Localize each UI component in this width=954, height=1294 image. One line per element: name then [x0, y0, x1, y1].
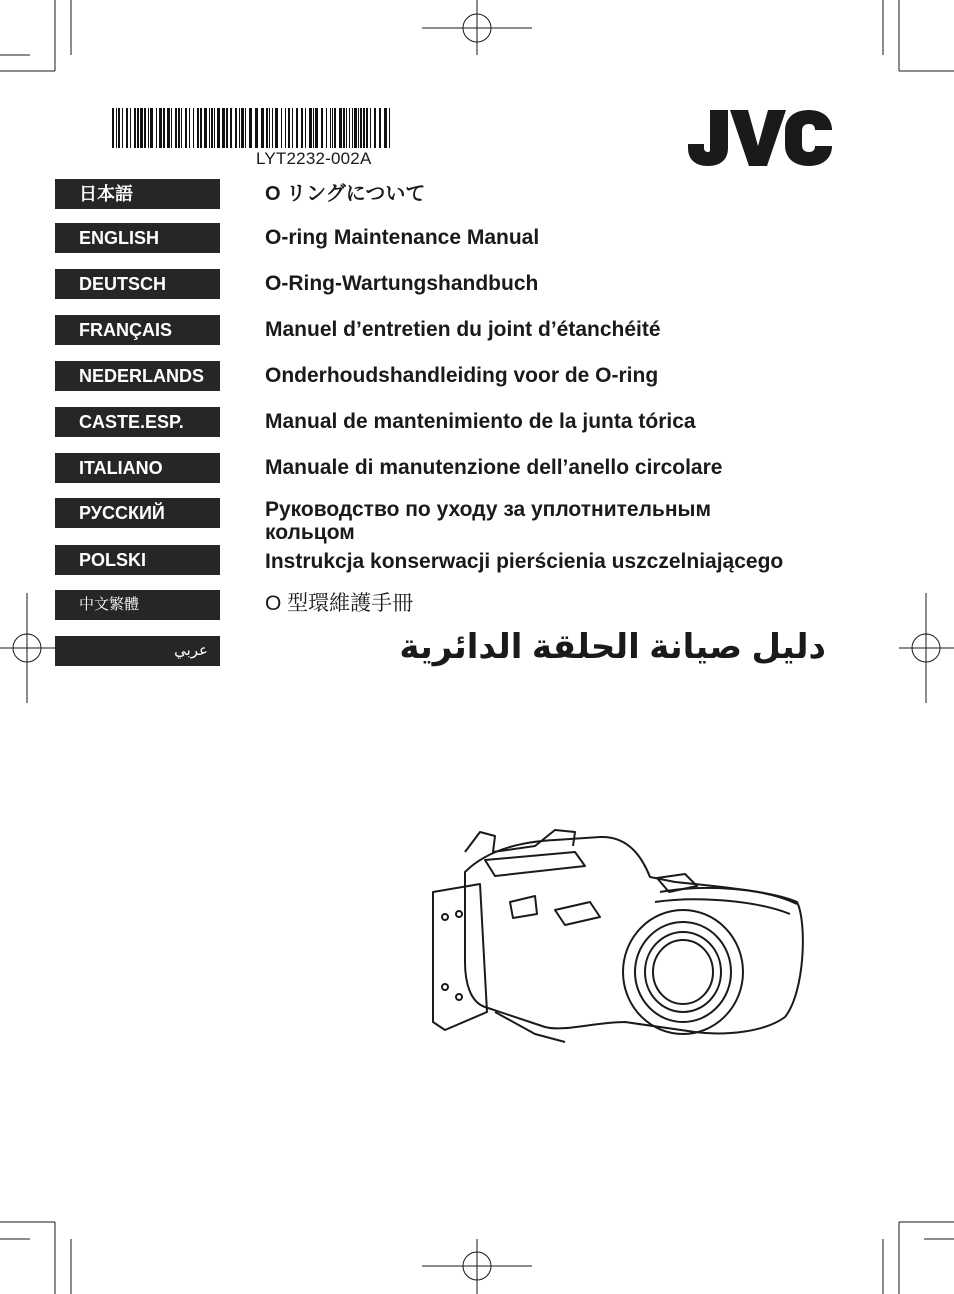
barcode-bar — [261, 108, 264, 148]
title-nederlands: Onderhoudshandleiding voor de O-ring — [265, 364, 659, 387]
title-francais: Manuel d’entretien du joint d’étanchéité — [265, 318, 661, 341]
tab-italiano: ITALIANO — [55, 453, 220, 483]
barcode-bar — [230, 108, 232, 148]
tab-arabic: عربي — [55, 636, 220, 666]
barcode-bar — [181, 108, 182, 148]
title-english: O-ring Maintenance Manual — [265, 226, 540, 249]
barcode-bar — [137, 108, 139, 148]
barcode-bar — [339, 108, 342, 148]
barcode-bar — [272, 108, 273, 148]
tab-japanese: 日本語 — [55, 179, 220, 209]
barcode-bar — [175, 108, 177, 148]
barcode-bar — [222, 108, 225, 148]
barcode-bar — [334, 108, 336, 148]
barcode-bar — [288, 108, 290, 148]
barcode-bar — [118, 108, 120, 148]
barcode-bar — [189, 108, 190, 148]
barcode-bar — [150, 108, 153, 148]
barcode-bar — [305, 108, 306, 148]
barcode-bar — [301, 108, 303, 148]
barcode-bar — [171, 108, 172, 148]
tab-deutsch: DEUTSCH — [55, 269, 220, 299]
barcode-bar — [332, 108, 333, 148]
barcode-bar — [178, 108, 180, 148]
barcode-bar — [346, 108, 347, 148]
barcode-bar — [313, 108, 314, 148]
title-japanese: O リングについて — [265, 183, 426, 205]
title-russian-line2: кольцом — [265, 521, 355, 544]
tab-chinese-traditional: 中文繁體 — [55, 590, 220, 620]
title-castellano: Manual de mantenimiento de la junta tórica — [265, 410, 696, 433]
barcode-bar — [122, 108, 123, 148]
barcode-bar — [330, 108, 331, 148]
barcode-bar — [193, 108, 194, 148]
tab-francais: FRANÇAIS — [55, 315, 220, 345]
barcode-bar — [167, 108, 170, 148]
barcode-bar — [309, 108, 312, 148]
barcode-bar — [255, 108, 258, 148]
barcode-bar — [389, 108, 390, 148]
barcode-bar — [163, 108, 165, 148]
barcode-bar — [130, 108, 131, 148]
barcode-bar — [126, 108, 128, 148]
barcode-bar — [217, 108, 220, 148]
title-arabic: دليل صيانة الحلقة الدائرية — [399, 628, 826, 666]
barcode-bar — [349, 108, 350, 148]
barcode-bar — [148, 108, 149, 148]
barcode-bar — [360, 108, 362, 148]
barcode-bar — [241, 108, 244, 148]
barcode-bar — [226, 108, 228, 148]
barcode-bar — [352, 108, 353, 148]
title-chinese-traditional: O 型環維護手冊 — [265, 592, 414, 615]
title-polski: Instrukcja konserwacji pierścienia uszczelniającego — [265, 550, 784, 573]
barcode-bar — [281, 108, 282, 148]
barcode-bar — [269, 108, 270, 148]
barcode-bar — [249, 108, 252, 148]
barcode-bar — [343, 108, 345, 148]
barcode-bar — [275, 108, 278, 148]
title-italiano: Manuale di manutenzione dell’anello circolare — [265, 456, 723, 479]
tab-english: ENGLISH — [55, 223, 220, 253]
barcode-bar — [326, 108, 327, 148]
barcode-bar — [204, 108, 207, 148]
barcode-bar — [211, 108, 213, 148]
tab-polski: POLSKI — [55, 545, 220, 575]
title-deutsch: O-Ring-Wartungshandbuch — [265, 272, 539, 295]
barcode-bar — [134, 108, 136, 148]
barcode-bar — [358, 108, 359, 148]
barcode-bar — [159, 108, 162, 148]
barcode-bar — [266, 108, 268, 148]
barcode-bar — [214, 108, 215, 148]
tab-nederlands: NEDERLANDS — [55, 361, 220, 391]
barcode-bar — [374, 108, 376, 148]
barcode-bar — [197, 108, 199, 148]
barcode-bar — [185, 108, 187, 148]
barcode-bar — [292, 108, 293, 148]
tab-castellano: CASTE.ESP. — [55, 407, 220, 437]
barcode-bar — [140, 108, 143, 148]
document-code: LYT2232-002A — [256, 149, 372, 168]
barcode-bar — [200, 108, 202, 148]
barcode — [112, 108, 394, 148]
barcode-bar — [321, 108, 323, 148]
barcode-bar — [116, 108, 117, 148]
barcode-bar — [315, 108, 318, 148]
barcode-bar — [366, 108, 368, 148]
title-russian-line1: Руководство по уходу за уплотнительным — [265, 498, 711, 521]
barcode-bar — [209, 108, 210, 148]
barcode-bar — [363, 108, 365, 148]
barcode-bar — [354, 108, 357, 148]
barcode-bar — [379, 108, 381, 148]
barcode-bar — [384, 108, 387, 148]
barcode-bar — [235, 108, 237, 148]
barcode-bar — [285, 108, 286, 148]
barcode-bar — [144, 108, 146, 148]
barcode-bar — [245, 108, 246, 148]
barcode-bar — [156, 108, 157, 148]
barcode-bar — [239, 108, 240, 148]
waterproof-housing-illustration — [425, 822, 815, 1052]
tab-russian: РУССКИЙ — [55, 498, 220, 528]
barcode-bar — [370, 108, 371, 148]
barcode-bar — [296, 108, 298, 148]
barcode-bar — [112, 108, 114, 148]
jvc-logo — [688, 110, 832, 166]
